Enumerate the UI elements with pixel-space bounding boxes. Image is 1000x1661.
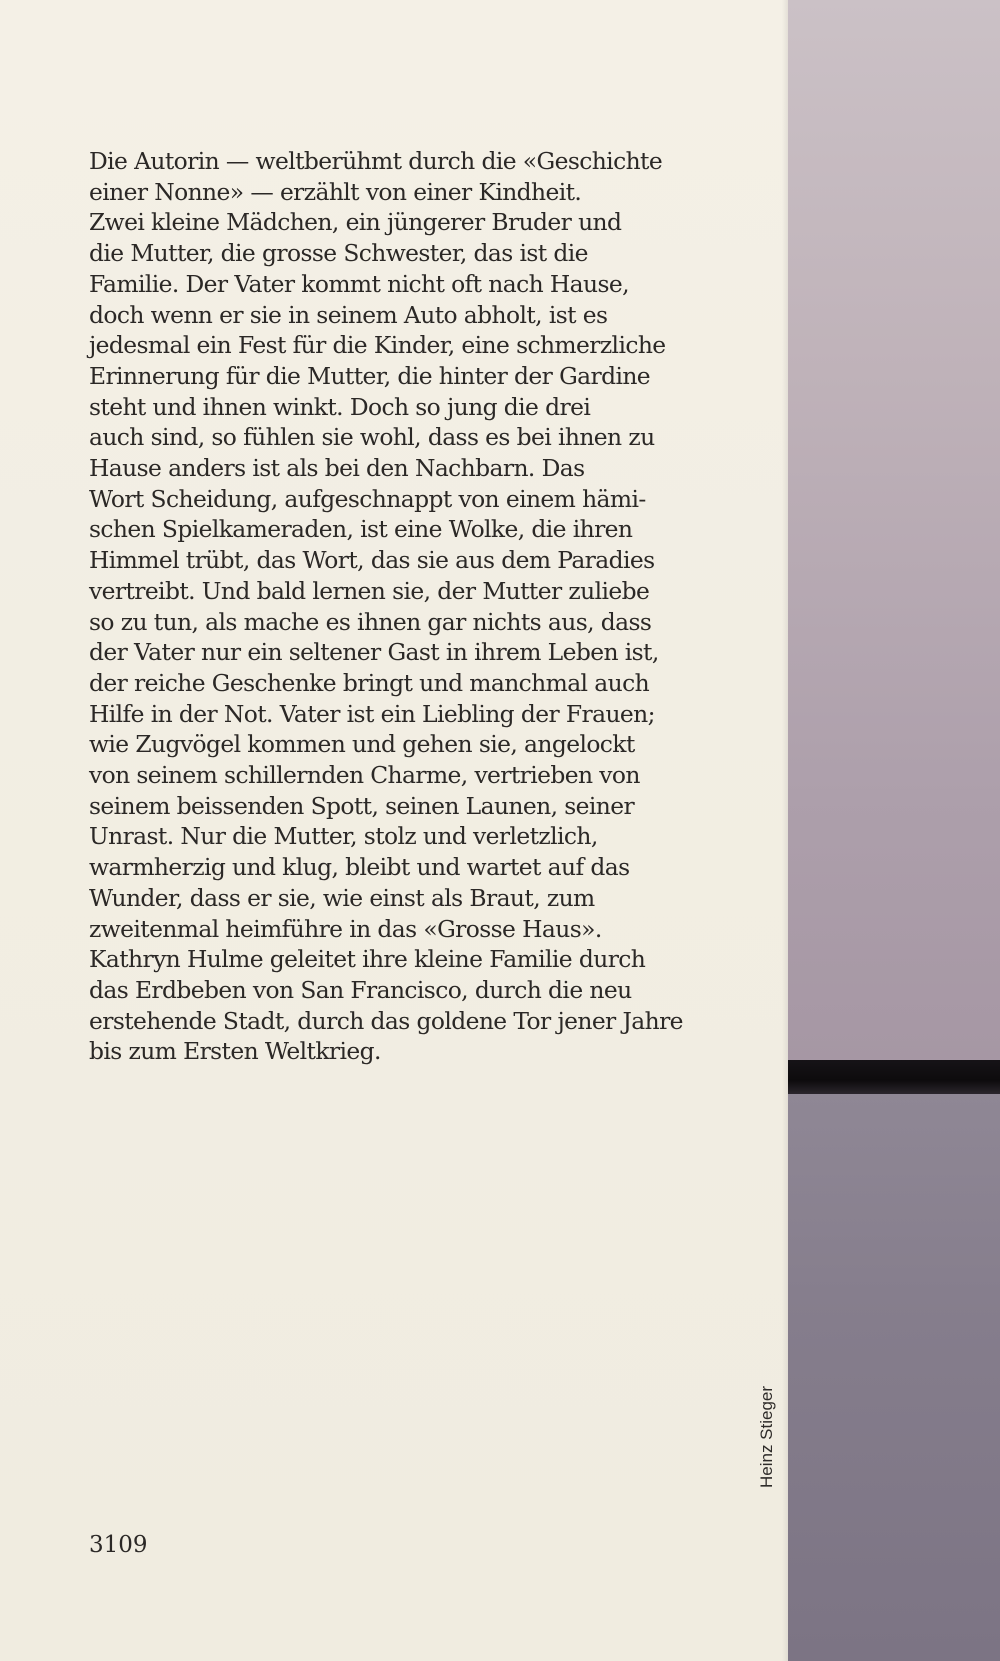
blurb-line: Hause anders ist als bei den Nachbarn. Das (89, 454, 585, 483)
blurb-line: Die Autorin — weltberühmt durch die «Geschichte (89, 147, 663, 175)
blurb-line: bis zum Ersten Weltkrieg. (89, 1037, 381, 1066)
blurb-line: von seinem schillernden Charme, vertrieben von (89, 761, 640, 790)
blurb-line: warmherzig und klug, bleibt und wartet auf das (89, 853, 630, 882)
photo-water (788, 1094, 1000, 1661)
blurb-line: Wort Scheidung, aufgeschnappt von einem hämi- (89, 484, 646, 513)
blurb-line: zweitenmal heimführe in das «Grosse Haus». (89, 914, 602, 943)
blurb-line: wie Zugvögel kommen und gehen sie, angelockt (89, 730, 635, 759)
cover-photo-strip (788, 0, 1000, 1661)
blurb-line: die Mutter, die grosse Schwester, das ist die (89, 239, 588, 268)
blurb-line: Wunder, dass er sie, wie einst als Braut, zum (89, 883, 595, 912)
blurb-line: erstehende Stadt, durch das goldene Tor jener Jahre (89, 1006, 683, 1035)
blurb-line: Himmel trübt, das Wort, das sie aus dem Paradies (89, 546, 655, 575)
blurb-line: jedesmal ein Fest für die Kinder, eine schmerzliche (89, 331, 666, 360)
blurb-line: der Vater nur ein seltener Gast in ihrem Leben ist, (89, 638, 659, 667)
blurb-line: Kathryn Hulme geleitet ihre kleine Familie durch (89, 945, 646, 974)
blurb-line: Erinnerung für die Mutter, die hinter der Gardine (89, 361, 651, 390)
blurb-line: so zu tun, als mache es ihnen gar nichts aus, dass (89, 607, 652, 636)
blurb-line: Unrast. Nur die Mutter, stolz und verletzlich, (89, 822, 598, 851)
photo-sky (788, 0, 1000, 1062)
photo-horizon (788, 1060, 1000, 1094)
blurb-line: Zwei kleine Mädchen, ein jüngerer Bruder und (89, 208, 622, 237)
photo-credit: Heinz Stieger (757, 1385, 776, 1488)
blurb-line: Familie. Der Vater kommt nicht oft nach Hause, (89, 269, 629, 298)
blurb-line: steht und ihnen winkt. Doch so jung die drei (89, 392, 591, 421)
blurb-line: Hilfe in der Not. Vater ist ein Liebling der Frauen; (89, 699, 655, 728)
catalog-number: 3109 (89, 1532, 148, 1558)
blurb-text (89, 146, 699, 1067)
blurb-line: seinem beissenden Spott, seinen Launen, seiner (89, 791, 635, 820)
blurb-line: schen Spielkameraden, ist eine Wolke, die ihren (89, 515, 633, 544)
blurb-line: vertreibt. Und bald lernen sie, der Mutter zuliebe (89, 576, 650, 605)
blurb-line: der reiche Geschenke bringt und manchmal auch (89, 668, 650, 697)
blurb-line: doch wenn er sie in seinem Auto abholt, ist es (89, 300, 608, 329)
blurb-line: einer Nonne» — erzählt von einer Kindheit. (89, 177, 582, 206)
blurb-line: das Erdbeben von San Francisco, durch die neu (89, 975, 632, 1004)
blurb-line: auch sind, so fühlen sie wohl, dass es bei ihnen zu (89, 423, 655, 452)
